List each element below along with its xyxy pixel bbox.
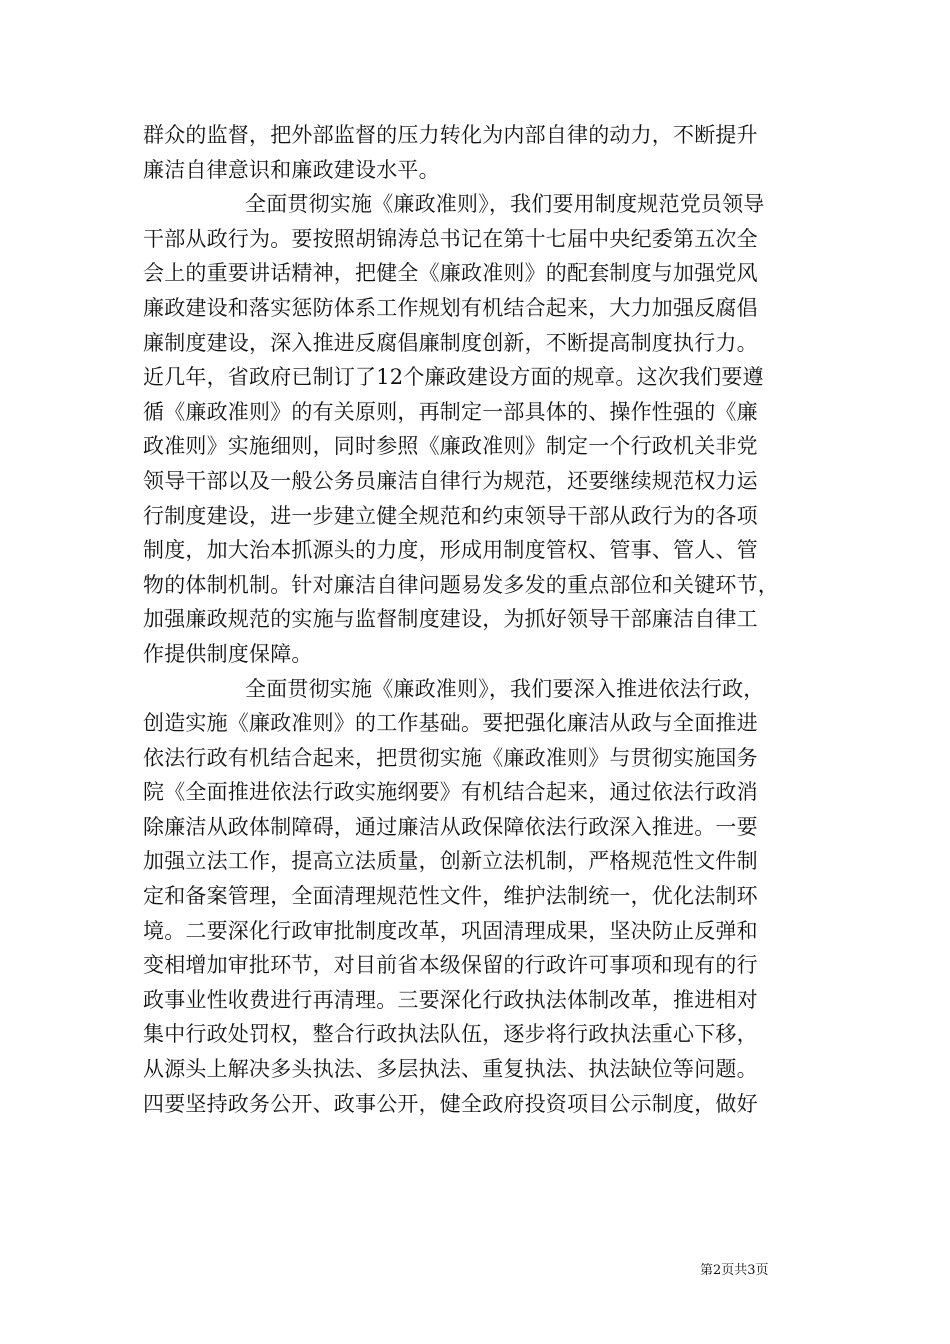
text-line: 作提供制度保障。: [143, 641, 313, 666]
paragraph: [143, 672, 823, 1122]
text-line: 全面贯彻实施《廉政准则》，我们要深入推进依法行政，: [245, 676, 765, 701]
text-line: 创造实施《廉政准则》的工作基础。要把强化廉洁从政与全面推进: [143, 711, 758, 736]
text-line: 境。二要深化行政审批制度改革，巩固清理成果，坚决防止反弹和: [143, 918, 758, 943]
text-line: 四要坚持政务公开、政事公开，健全政府投资项目公示制度，做好: [143, 1091, 758, 1116]
text-line: 加强廉政规范的实施与监督制度建设，为抓好领导干部廉洁自律工: [143, 607, 758, 632]
text-line: 从源头上解决多头执法、多层执法、重复执法、执法缺位等问题。: [143, 1057, 758, 1082]
page-footer: 第2页共3页: [700, 1263, 769, 1278]
text-line: 行制度建设，进一步建立健全规范和约束领导干部从政行为的各项: [143, 503, 758, 528]
text-line: 政事业性收费进行再清理。三要深化行政执法体制改革，推进相对: [143, 987, 758, 1012]
text-line: 变相增加审批环节，对目前省本级保留的行政许可事项和现有的行: [143, 953, 758, 978]
text-line: 领导干部以及一般公务员廉洁自律行为规范，还要继续规范权力运: [143, 468, 758, 493]
text-line: 依法行政有机结合起来，把贯彻实施《廉政准则》与贯彻实施国务: [143, 745, 758, 770]
text-line: 干部从政行为。要按照胡锦涛总书记在第十七届中央纪委第五次全: [143, 226, 758, 251]
paragraph: [143, 187, 823, 671]
text-line: 会上的重要讲话精神，把健全《廉政准则》的配套制度与加强党风: [143, 261, 758, 286]
text-line: 除廉洁从政体制障碍，通过廉洁从政保障依法行政深入推进。一要: [143, 814, 758, 839]
text-line: 循《廉政准则》的有关原则，再制定一部具体的、操作性强的《廉: [143, 399, 758, 424]
text-line: 物的体制机制。针对廉洁自律问题易发多发的重点部位和关键环节，: [143, 572, 779, 597]
paragraph: [143, 118, 823, 187]
text-line: 廉政建设和落实惩防体系工作规划有机结合起来，大力加强反腐倡: [143, 295, 758, 320]
text-line: 近几年，省政府已制订了12个廉政建设方面的规章。这次我们要遵: [143, 365, 764, 390]
document-body: [143, 118, 823, 1121]
text-line: 全面贯彻实施《廉政准则》，我们要用制度规范党员领导: [245, 192, 765, 217]
text-line: 制度，加大治本抓源头的力度，形成用制度管权、管事、管人、管: [143, 538, 758, 563]
text-line: 加强立法工作，提高立法质量，创新立法机制，严格规范性文件制: [143, 849, 758, 874]
text-line: 政准则》实施细则，同时参照《廉政准则》制定一个行政机关非党: [143, 434, 758, 459]
text-line: 集中行政处罚权，整合行政执法队伍，逐步将行政执法重心下移，: [143, 1022, 758, 1047]
text-line: 群众的监督，把外部监督的压力转化为内部自律的动力，不断提升: [143, 123, 758, 147]
text-line: 廉洁自律意识和廉政建设水平。: [143, 157, 440, 182]
text-line: 定和备案管理，全面清理规范性文件，维护法制统一，优化法制环: [143, 884, 758, 909]
text-line: 廉制度建设，深入推进反腐倡廉制度创新，不断提高制度执行力。: [143, 330, 758, 355]
text-line: 院《全面推进依法行政实施纲要》有机结合起来，通过依法行政消: [143, 780, 758, 805]
